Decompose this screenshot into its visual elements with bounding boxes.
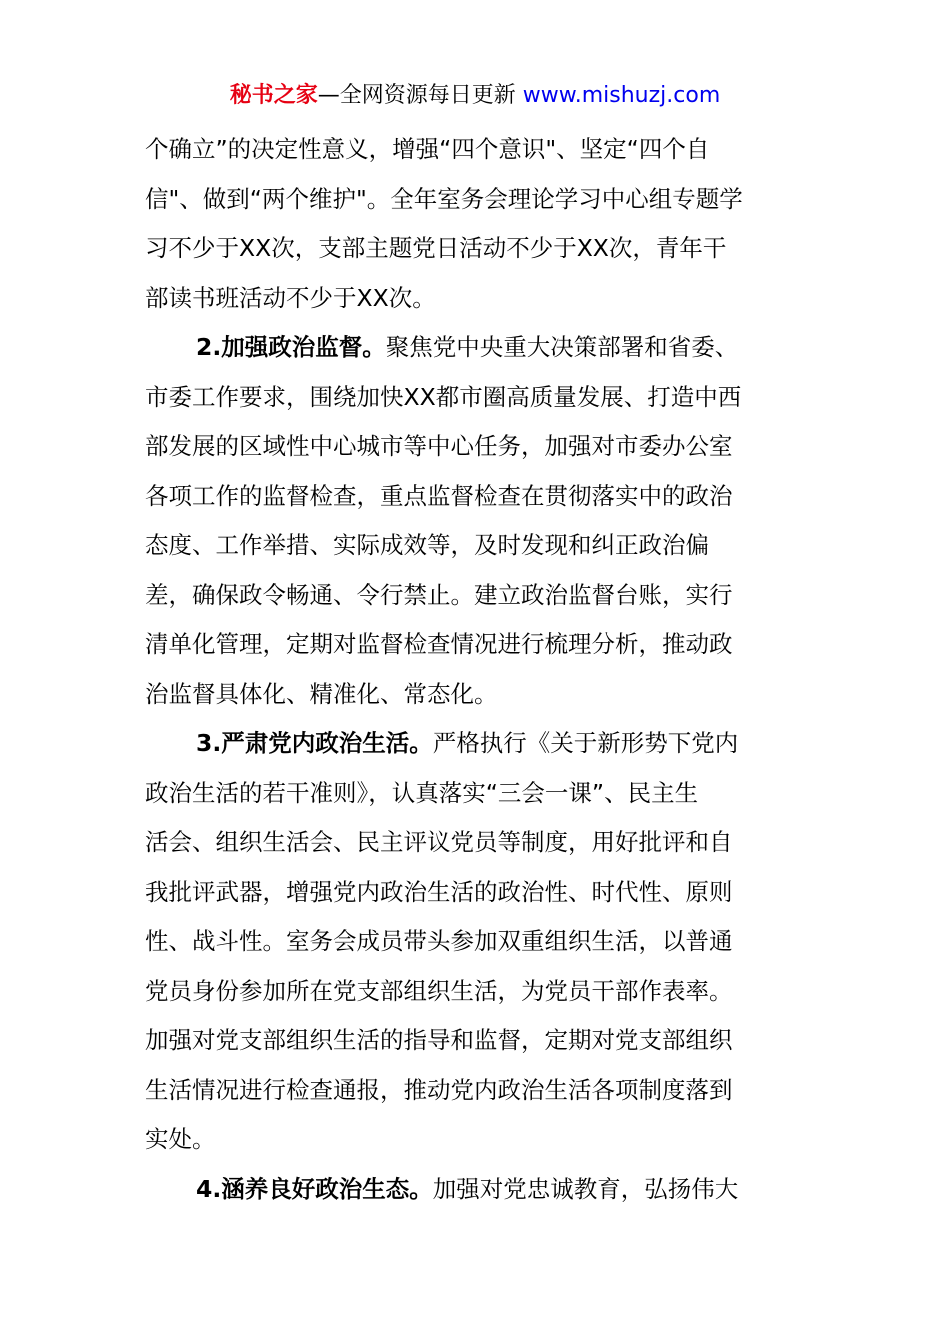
site-header bbox=[0, 80, 950, 112]
text-line: 政治生活的若干准则》，认真落实“三会一课”、民主生 bbox=[145, 778, 699, 807]
text-run: 严格执行《关于新形势下党内 bbox=[432, 729, 739, 757]
text-line: 部发展的区域性中心城市等中心任务，加强对市委办公室 bbox=[145, 432, 733, 460]
text-run: 加强对党忠诚教育，弘扬伟大 bbox=[432, 1174, 739, 1203]
paragraph-heading: 4.涵养良好政治生态。 bbox=[196, 1174, 433, 1203]
text-line: 性、战斗性。室务会成员带头参加双重组织生活，以普通 bbox=[145, 927, 733, 955]
text-line: 党员身份参加所在党支部组织生活，为党员干部作表率。 bbox=[145, 976, 733, 1005]
paragraph-4 bbox=[145, 1165, 825, 1215]
text-line: 态度、工作举措、实际成效等，及时发现和纠正政治偏 bbox=[145, 531, 709, 559]
text-line: 习不少于XX次，支部主题党日活动不少于XX次，青年干 bbox=[145, 234, 727, 262]
text-line: 部读书班活动不少于XX次。 bbox=[145, 283, 436, 312]
text-line: 生活情况进行检查通报，推动党内政治生活各项制度落到 bbox=[145, 1075, 733, 1104]
text-line: 清单化管理，定期对监督检查情况进行梳理分析，推动政 bbox=[145, 630, 733, 658]
text-line bbox=[145, 1165, 825, 1215]
text-line: 实处。 bbox=[145, 1125, 216, 1153]
text-line: 信"、做到“两个维护"。全年室务会理论学习中心组专题学 bbox=[145, 184, 743, 213]
site-brand: 秘书之家 bbox=[229, 83, 318, 108]
text-line: 市委工作要求，围绕加快XX都市圈高质量发展、打造中西 bbox=[145, 382, 742, 411]
text-line bbox=[145, 719, 825, 769]
text-line: 我批评武器，增强党内政治生活的政治性、时代性、原则 bbox=[145, 877, 733, 906]
text-line: 差，确保政令畅通、令行禁止。建立政治监督台账，实行 bbox=[145, 580, 733, 609]
paragraph-1 bbox=[145, 125, 825, 323]
text-line bbox=[145, 323, 825, 373]
site-tagline: —全网资源每日更新 bbox=[317, 83, 516, 108]
text-line: 治监督具体化、精准化、常态化。 bbox=[145, 679, 498, 708]
paragraph-heading: 2.加强政治监督。 bbox=[196, 333, 386, 361]
text-line: 加强对党支部组织生活的指导和监督，定期对党支部组织 bbox=[145, 1026, 733, 1054]
paragraph-heading: 3.严肃党内政治生活。 bbox=[196, 729, 433, 757]
document-body bbox=[145, 125, 825, 1214]
paragraph-3 bbox=[145, 719, 825, 1165]
text-line: 活会、组织生活会、民主评议党员等制度，用好批评和自 bbox=[145, 828, 733, 856]
text-line: 个确立”的决定性意义，增强“四个意识"、坚定“四个自 bbox=[145, 135, 710, 163]
text-run: 聚焦党中央重大决策部署和省委、 bbox=[385, 333, 739, 361]
text-line: 各项工作的监督检查，重点监督检查在贯彻落实中的政治 bbox=[145, 481, 733, 510]
paragraph-2 bbox=[145, 323, 825, 719]
site-url-link[interactable]: www.mishuzj.com bbox=[522, 83, 721, 108]
